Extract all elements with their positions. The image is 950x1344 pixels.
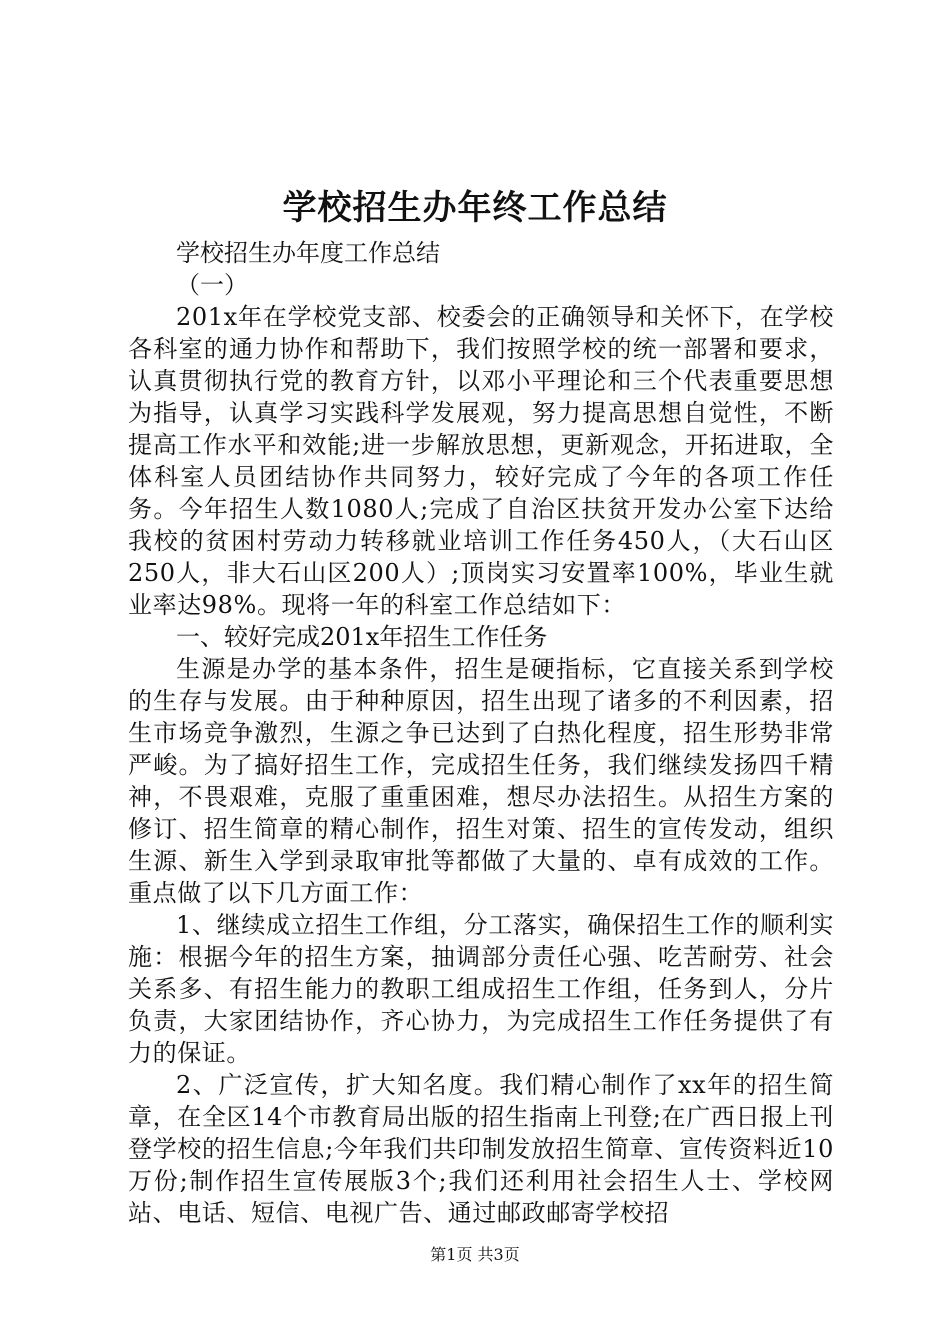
paragraph-item-1: 1、继续成立招生工作组，分工落实，确保招生工作的顺利实施：根据今年的招生方案，抽调部分责任心强、吃苦耐劳、社会关系多、有招生能力的教职工组成招生工作组，任务到人，分片负责，大家团结协作，齐心协力，为完成招生工作任务提供了有力的保证。 [128,911,834,1067]
document-subtitle: 学校招生办年度工作总结 [176,239,440,267]
intro-paragraph: 201x年在学校党支部、校委会的正确领导和关怀下，在学校各科室的通力协作和帮助下，我们按照学校的统一部署和要求，认真贯彻执行党的教育方针，以邓小平理论和三个代表重要思想为指导，认真学习实践科学发展观，努力提高思想自觉性，不断提高工作水平和效能;进一步解放思想，更新观念，开拓进取，全体科室人员团结协作共同努力，较好完成了今年的各项工作任务。今年招生人数1080人;完成了自治区扶贫开发办公室下达给我校的贫困村劳动力转移就业培训工作任务450人，（大石山区250人，非大石山区200人）;顶岗实习安置率100%，毕业生就业率达98%。现将一年的科室工作总结如下： [128,303,834,619]
paragraph-item-2: 2、广泛宣传，扩大知名度。我们精心制作了xx年的招生简章，在全区14个市教育局出版的招生指南上刊登;在广西日报上刊登学校的招生信息;今年我们共印制发放招生简章、宣传资料近10万份;制作招生宣传展版3个;我们还利用社会招生人士、学校网站、电话、短信、电视广告、通过邮政邮寄学校招 [128,1071,834,1227]
section-marker: （一） [176,271,248,299]
page-number-footer: 第1页 共3页 [430,1245,520,1264]
document-title: 学校招生办年终工作总结 [282,188,668,228]
section-heading-1: 一、较好完成201x年招生工作任务 [176,623,548,651]
paragraph-enrollment-overview: 生源是办学的基本条件，招生是硬指标，它直接关系到学校的生存与发展。由于种种原因，招生出现了诸多的不利因素，招生市场竞争激烈，生源之争已达到了白热化程度，招生形势非常严峻。为了搞好招生工作，完成招生任务，我们继续发扬四千精神，不畏艰难，克服了重重困难，想尽办法招生。从招生方案的修订、招生简章的精心制作，招生对策、招生的宣传发动，组织生源、新生入学到录取审批等都做了大量的、卓有成效的工作。重点做了以下几方面工作： [128,655,834,907]
document-body [128,237,834,1229]
